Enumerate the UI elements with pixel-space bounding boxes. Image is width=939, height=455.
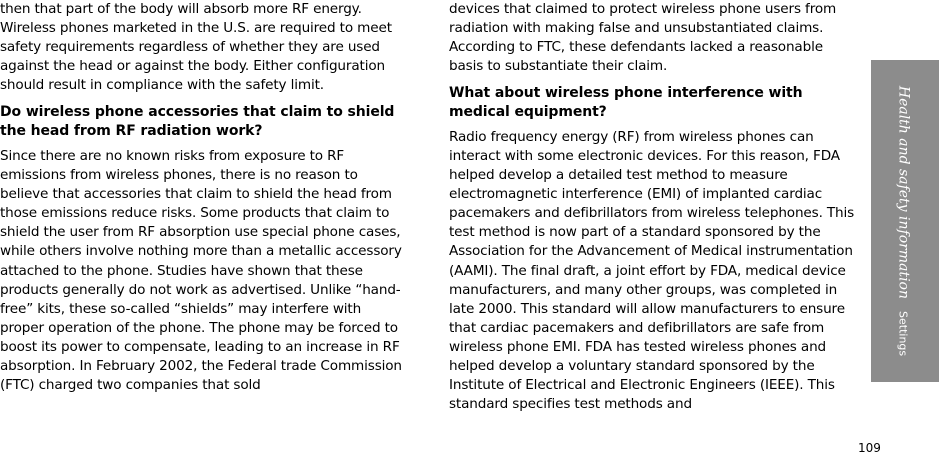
section-side-tab bbox=[871, 60, 939, 382]
left-paragraph-2: Since there are no known risks from exposure to RF emissions from wireless phones, there is no reason to believe that accessories that claim to shield the head from those emissions reduce risks. Some products that claim to shield the user from RF absorption use special phone cases, while others involve nothing more than a metallic accessory attached to the phone. Studies have shown that these products generally do not work as advertised. Unlike “hand-free” kits, these so-called “shields” may interfere with proper operation of the phone. The phone may be forced to boost its power to compensate, leading to an increase in RF absorption. In February 2002, the Federal trade Commission (FTC) charged two companies that sold bbox=[0, 148, 402, 393]
side-tab-title: Health and safety information bbox=[895, 85, 912, 300]
left-column bbox=[0, 0, 408, 395]
right-paragraph-1: devices that claimed to protect wireless phone users from radiation with making false and unsubstantiated claims. According to FTC, these defendants lacked a reasonable basis to substantiate their claim. bbox=[449, 1, 837, 75]
page-number: 109 bbox=[858, 441, 881, 455]
side-tab-label bbox=[896, 86, 915, 356]
left-heading-accessories: Do wireless phone accessories that claim to shield the head from RF radiation work? bbox=[0, 104, 395, 140]
right-heading-interference: What about wireless phone interference with medical equipment? bbox=[449, 85, 803, 121]
left-paragraph-1: then that part of the body will absorb more RF energy. Wireless phones marketed in the U.S. are required to meet safety requirements regardless of whether they are used against the head or against the body. Either configuration should result in compliance with the safety limit. bbox=[0, 1, 392, 94]
right-paragraph-2: Radio frequency energy (RF) from wireless phones can interact with some electronic devices. For this reason, FDA helped develop a detailed test method to measure electromagnetic interference (EMI) of implanted cardiac pacemakers and defibrillators from wireless telephones. This test method is now part of a standard sponsored by the Association for the Advancement of Medical instrumentation (AAMI). The final draft, a joint effort by FDA, medical device manufacturers, and many other groups, was completed in late 2000. This standard will allow manufacturers to ensure that cardiac pacemakers and defibrillators are safe from wireless phone EMI. FDA has tested wireless phones and helped develop a voluntary standard sponsored by the Institute of Electrical and Electronic Engineers (IEEE). This standard specifies test methods and bbox=[449, 129, 855, 412]
right-column bbox=[449, 0, 859, 414]
side-tab-subtitle: Settings bbox=[896, 311, 910, 357]
